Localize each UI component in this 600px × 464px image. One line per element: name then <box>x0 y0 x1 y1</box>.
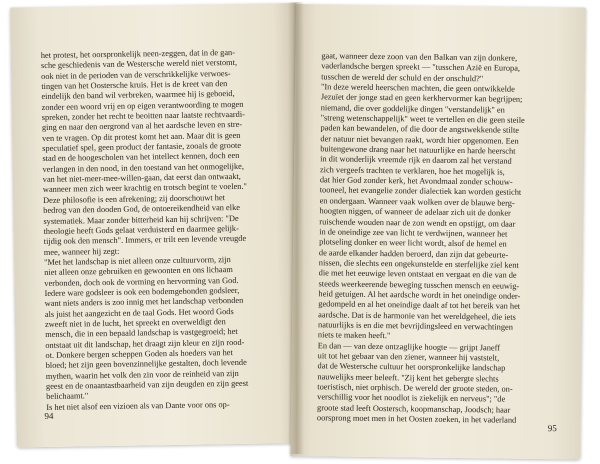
right-page-text <box>317 51 568 426</box>
text-line: theologie heeft Gods gelaat verduisterd en daarmee gelijk- <box>43 223 239 236</box>
text-line: der natuur niet bevangen raakt, wordt hier opgenomen. Een <box>320 134 519 146</box>
text-line: natuurlijks is en die met bevrijdingsleed en verwachtingen <box>318 320 513 332</box>
text-line: mythen, waarin het volk den zin voor de reinheid van zijn <box>45 368 239 381</box>
text-line: Iedere ware godsleer is ook een bodemgebonden godsleer, <box>44 285 240 298</box>
text-line: wanneer men zich weer krachtig en trotsch begint te voelen." <box>42 182 247 195</box>
text-line: stad en de hoogescholen van het intellect kennen, doch een <box>42 151 240 164</box>
text-line: gedompeld en al het oneindige daalt af tot het bereik van het <box>318 299 521 312</box>
text-line: heid getuigen. Al het aardsche wordt in het oneindige onder- <box>318 289 521 301</box>
text-line: ot. Donkere bergen scheppen Goden als hoeders van het <box>45 348 233 360</box>
text-line: groote stad leeft Oostersch, koopmanschap, Joodsch; haar <box>317 402 511 415</box>
text-line: en ondergaan. Wanneer vaak wolken over de blauwe berg- <box>319 196 515 208</box>
text-line: want niets anders is zoo innig met het landschap verbonden <box>44 296 244 309</box>
text-line: dat hier God zonder kerk, het Avondmaal zonder schouw- <box>319 175 513 187</box>
text-line: niets te maken heeft." <box>317 330 391 341</box>
text-line: als juist het aangezicht en de taal Gods. Het woord Gods <box>44 306 234 319</box>
text-line: "streng wetenschappelijk" weet te vertellen en die geen steile <box>320 113 525 125</box>
text-line: ging en naar den oergrond van al het aardsche leven en stre- <box>41 120 243 133</box>
text-line: niemand, die over goddelijke dingen "verstandelijk" en <box>320 103 505 115</box>
text-line: plotseling donker en weer licht wordt, alsof de hemel en <box>319 237 507 249</box>
text-line: paden kan bewandelen, of die door de angstwekkende stilte <box>320 123 520 136</box>
text-line: speculatief spel, geen product der fantasie, zooals de groote <box>42 140 242 154</box>
text-line: ook niet in de perioden van de verschrikkelijke verwoes- <box>41 68 231 81</box>
text-line: aardsche. Dat is de harmonie van het wereldgeheel, die iets <box>318 309 516 322</box>
text-line: nauwelijks meer beleeft. "Zij kent het gebergte slechts <box>317 371 499 384</box>
text-line: vaderlandsche bergen spreekt — "tusschen Azië en Europa, <box>321 61 521 74</box>
text-line: uit tot het gebaar van den ziener, wanneer hij vaststelt, <box>317 351 500 363</box>
text-line: spreken, zonder het recht te beoitten naar laatste rechtvaardi- <box>41 109 245 123</box>
text-line: de aarde elkander hadden beroerd, dan zijn dat gebeurte- <box>318 247 509 260</box>
text-line: buitengewone drang naar het natuurlijke en harde heerscht <box>320 144 516 156</box>
text-line: in de oneindige zee van licht te verdwijnen, wanneer het <box>319 227 508 239</box>
left-page-number: 94 <box>44 410 54 422</box>
text-line: van het niet-meer-mee-willen-gaan, dat eerst dan ontwaakt, <box>42 172 241 185</box>
text-line: verbonden, doch ook de vorming en hervorming van God. <box>44 275 239 288</box>
text-line: in dit wonderlijk vreemde rijk en daarom zal het verstand <box>320 154 512 167</box>
text-line: "Met het landschap is niet alleen onze cultuurvorm, zijn <box>43 254 231 267</box>
text-line: zich vergeefs trachten te verklaren, hoe het mogelijk is, <box>319 165 505 177</box>
text-line: Deze philosofie is een afrekening; zij doorschouwt het <box>42 192 226 205</box>
text-line: tingen van het Oostersche kruis. Het is de kreet van den <box>41 79 228 92</box>
text-line: steeds weerkeerende beweging tusschen mensch en eeuwig- <box>318 278 520 291</box>
text-line: oorsprong moet men in het Oosten zoeken, in het vaderland <box>316 413 517 425</box>
text-line: zweeft niet in de lucht, het spreekt en overweldigt den <box>44 317 226 329</box>
text-line: bedrog van den dooden God, de ontoereikendheid van elke <box>43 203 240 216</box>
text-line: tusschen de wereld der schuld en der onschuld?" <box>321 72 484 83</box>
text-line: verlangen in den nood, in den toestand van het onmogelijke, <box>42 161 244 174</box>
text-line: eindelijk den band wil verbreken, waarmee hij is geboeid, <box>41 89 235 102</box>
text-line: verschillig voor het noodlot is ziekelijk en nerveus"; "de <box>317 392 506 404</box>
text-line: het protest, het oorspronkelijk neen-zeggen, dat in de gan- <box>40 47 236 61</box>
text-line: systematiek. Maar zonder bitterheid kan hij schrijven: "De <box>43 213 239 226</box>
text-line: ven te vragen. Op dit protest komt het aan. Maar dit is geen <box>42 130 241 143</box>
text-line: ruischende wouden naar de zon wendt en opstijgt, om daar <box>319 216 516 229</box>
text-line: geest en de onaantastbaarheid van zijn deugden en zijn geest <box>45 378 249 391</box>
text-line: "In deze wereld heerschen machten, die geen ontwikkelde <box>320 82 515 94</box>
text-line: die met het eeuwige leven ontstaat en vergaat en die van de <box>318 268 517 280</box>
text-line: bloed; het zijn geen bovenzinnelijke gestalten, doch levende <box>45 358 247 371</box>
text-line: toeristisch, niet orphisch. De wereld der groote steden, on- <box>317 382 513 394</box>
left-page <box>10 3 303 447</box>
text-line: En dan — van deze ontzaglijke hoogte — grijpt Janeff <box>317 340 501 353</box>
text-line: hoogten niggen, of wanneer de adelaar zich uit de donker <box>319 206 511 218</box>
right-page <box>290 4 586 460</box>
text-line: Is het niet alsof een vizioen als van Dante voor ons op- <box>46 399 230 412</box>
text-line: mee, wanneer hij zegt: <box>43 246 120 257</box>
text-line: belichaamt." <box>46 391 89 402</box>
text-line: sche geschiedenis van de Westersche wereld niet verstomt, <box>40 58 238 71</box>
text-line: gaat, wanneer deze zoon van den Balkan van zijn donkere, <box>321 51 518 63</box>
left-page-text <box>41 47 283 413</box>
text-line: tijdig ook den mensch". Immers, er trilt een levende vreugde <box>43 234 247 247</box>
text-line: dat de Westersche cultuur het oorspronkelijke landschap <box>317 361 506 373</box>
text-line: zonder een woord vrij en op eigen verantwoording te mogen <box>41 99 244 112</box>
text-line: nissen, die slechts een ongekunstelde en sterfelijke ziel kent <box>318 258 519 270</box>
text-line: tooneel, het evangelie zonder dialectiek kan worden gesticht <box>319 185 522 198</box>
text-line: Jezuïet der jonge stad en geen kerkhervormer kan begrijpen; <box>320 92 523 105</box>
text-line: ontstaat uit dit landschap, het draagt zijn kleur en zijn rood- <box>45 337 245 350</box>
right-page-number: 95 <box>547 423 557 434</box>
text-line: niet alleen onze gebruiken en gewoonten en ons lichaam <box>44 265 233 278</box>
text-line: mensch, die in een bepaald landschap is vastgegroeid; het <box>45 327 238 340</box>
